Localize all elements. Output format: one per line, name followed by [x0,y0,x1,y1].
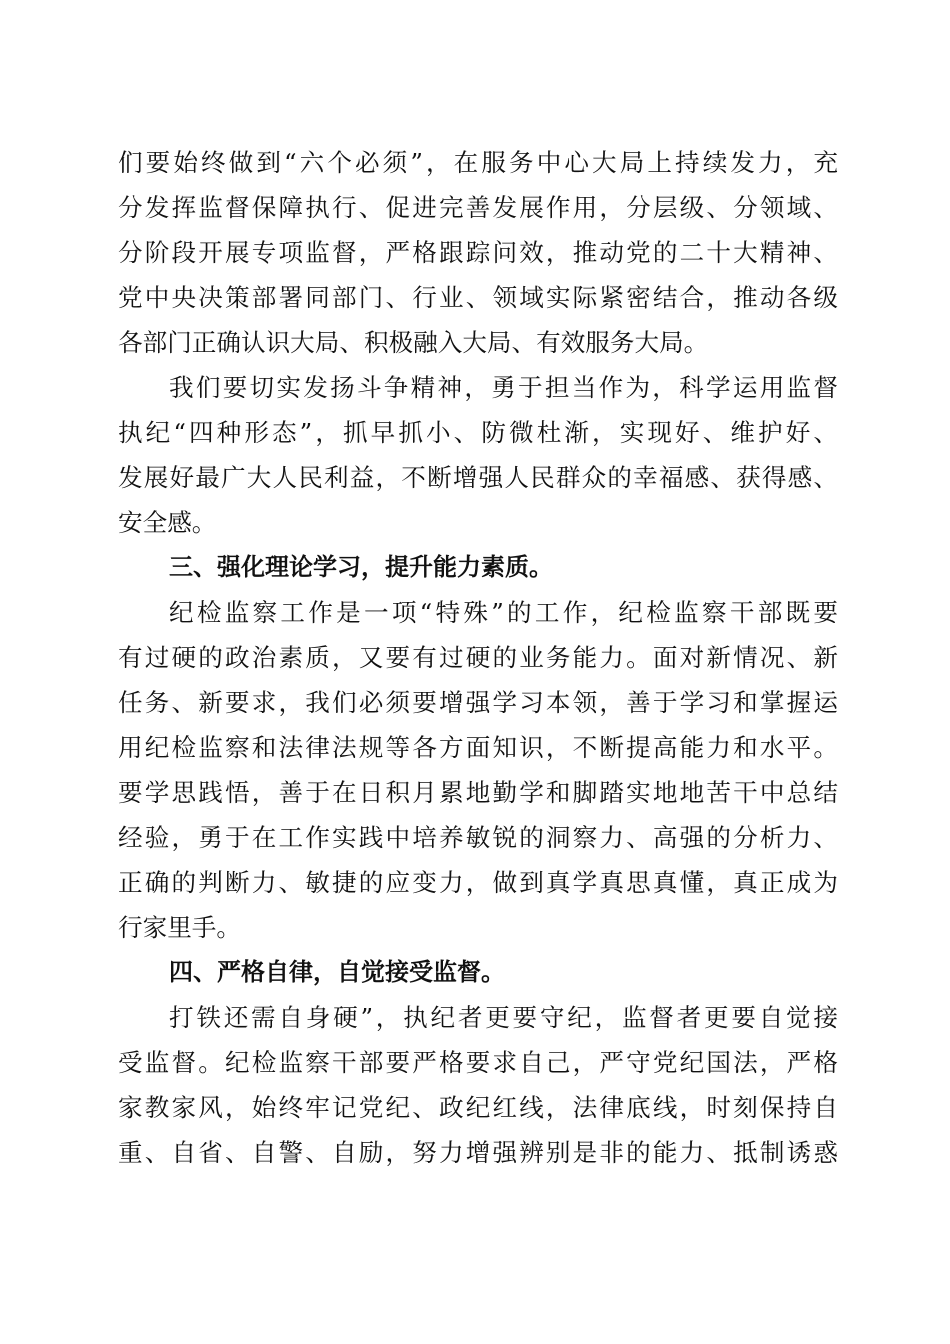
text-line: 我们要切实发扬斗争精神，勇于担当作为，科学运用监督 [169,373,838,402]
text-line: 行家里手。 [118,913,241,942]
text-line: 用纪检监察和法律法规等各方面知识，不断提高能力和水平。 [118,733,838,762]
text-line: 执纪“四种形态”，抓早抓小、防微杜渐，实现好、维护好、 [118,418,838,447]
paragraph-1 [118,140,838,365]
text-line: 要学思践悟，善于在日积月累地勤学和脚踏实地地苦干中总结 [118,778,838,807]
text-line: 打铁还需自身硬”，执纪者更要守纪，监督者更要自觉接 [169,1003,838,1032]
section-heading-4: 四、严格自律，自觉接受监督。 [169,958,505,986]
paragraph-2 [118,365,838,545]
text-line: 任务、新要求，我们必须要增强学习本领，善于学习和掌握运 [118,688,838,717]
text-line: 有过硬的政治素质，又要有过硬的业务能力。面对新情况、新 [118,643,838,672]
text-line: 党中央决策部署同部门、行业、领域实际紧密结合，推动各级 [118,283,838,312]
text-line: 重、自省、自警、自励，努力增强辨别是非的能力、抵制诱惑 [118,1138,838,1167]
paragraph-3 [118,590,838,950]
text-line: 安全感。 [118,508,217,537]
text-line: 们要始终做到“六个必须”，在服务中心大局上持续发力，充 [118,148,838,177]
text-line: 家教家风，始终牢记党纪、政纪红线，法律底线，时刻保持自 [118,1093,838,1122]
paragraph-4 [118,995,838,1175]
text-line: 纪检监察工作是一项“特殊”的工作，纪检监察干部既要 [169,598,838,627]
text-line: 经验，勇于在工作实践中培养敏锐的洞察力、高强的分析力、 [118,823,838,852]
text-line: 分发挥监督保障执行、促进完善发展作用，分层级、分领域、 [118,193,838,222]
text-line: 分阶段开展专项监督，严格跟踪问效，推动党的二十大精神、 [118,238,838,267]
text-line: 受监督。纪检监察干部要严格要求自己，严守党纪国法，严格 [118,1048,838,1077]
text-line: 各部门正确认识大局、积极融入大局、有效服务大局。 [118,328,709,357]
text-line: 正确的判断力、敏捷的应变力，做到真学真思真懂，真正成为 [118,868,838,897]
text-line: 发展好最广大人民利益，不断增强人民群众的幸福感、获得感、 [118,463,838,492]
document-body [118,140,838,1175]
section-heading-3: 三、强化理论学习，提升能力素质。 [169,553,553,581]
